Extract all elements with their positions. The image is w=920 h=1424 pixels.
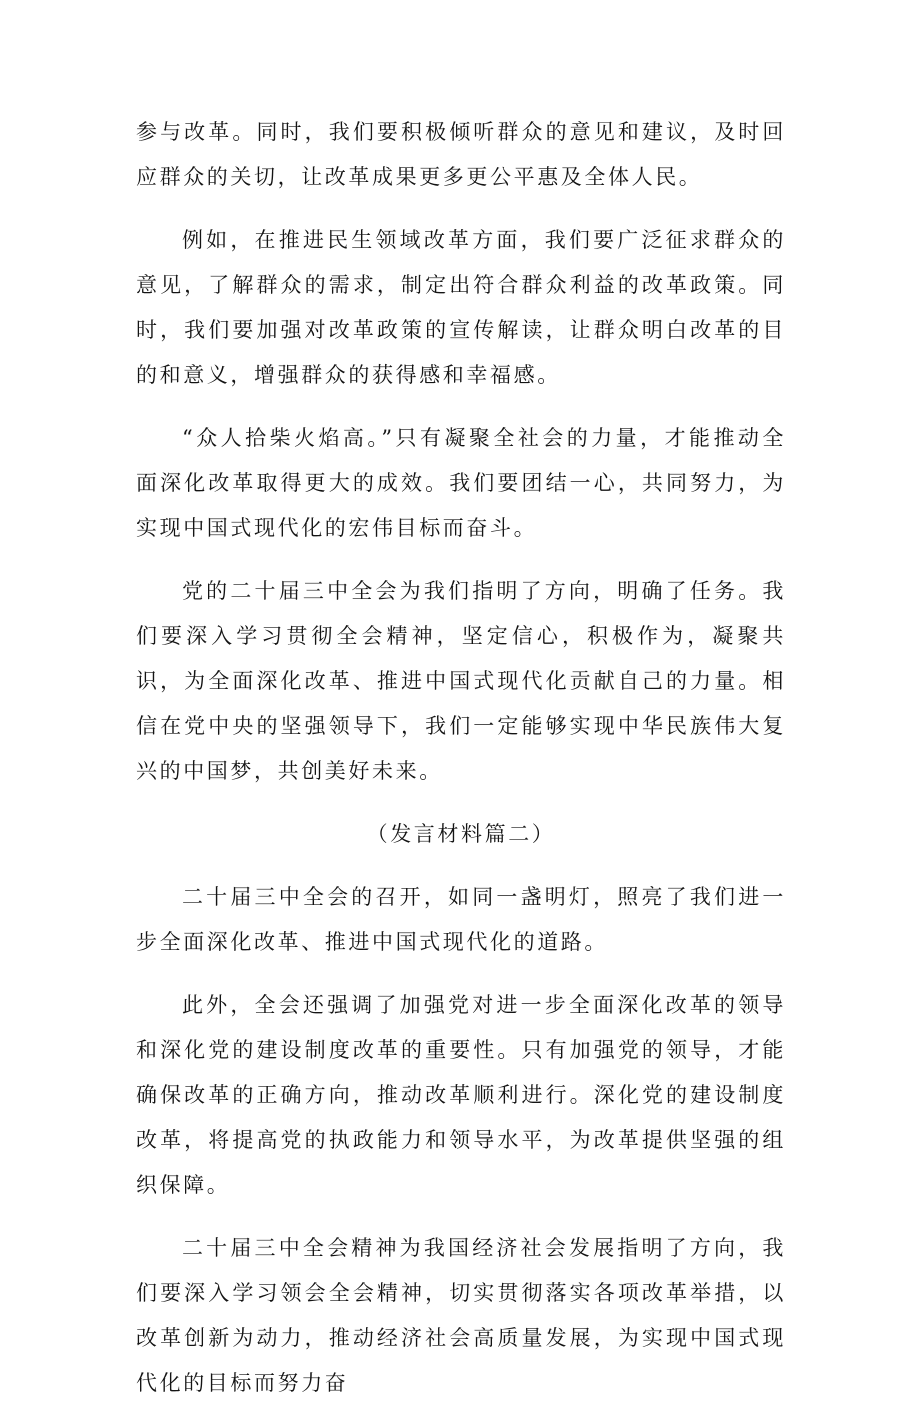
paragraph-continued: 参与改革。同时，我们要积极倾听群众的意见和建议，及时回应群众的关切，让改革成果更多更公平惠及全体人民。 xyxy=(136,120,786,189)
paragraph-intro: 二十届三中全会的召开，如同一盏明灯，照亮了我们进一步全面深化改革、推进中国式现代化的道路。 xyxy=(136,885,786,954)
document-body xyxy=(136,110,786,1424)
section-heading: （发言材料篇二） xyxy=(366,822,556,846)
paragraph-party-building: 此外，全会还强调了加强党对进一步全面深化改革的领导和深化党的建设制度改革的重要性。只有加强党的领导，才能确保改革的正确方向，推动改革顺利进行。深化党的建设制度改革，将提高党的执政能力和领导水平，为改革提供坚强的组织保障。 xyxy=(136,993,786,1197)
paragraph-conclusion: 党的二十届三中全会为我们指明了方向，明确了任务。我们要深入学习贯彻全会精神，坚定信心，积极作为，凝聚共识，为全面深化改革、推进中国式现代化贡献自己的力量。相信在党中央的坚强领导下，我们一定能够实现中华民族伟大复兴的中国梦，共创美好未来。 xyxy=(136,579,786,783)
paragraph-development: 二十届三中全会精神为我国经济社会发展指明了方向，我们要深入学习领会全会精神，切实贯彻落实各项改革举措，以改革创新为动力，推动经济社会高质量发展，为实现中国式现代化的目标而努力奋 xyxy=(136,1236,786,1395)
paragraph-example: 例如，在推进民生领域改革方面，我们要广泛征求群众的意见，了解群众的需求，制定出符合群众利益的改革政策。同时，我们要加强对改革政策的宣传解读，让群众明白改革的目的和意义，增强群众的获得感和幸福感。 xyxy=(136,228,786,387)
paragraph-quote: “众人拾柴火焰高。”只有凝聚全社会的力量，才能推动全面深化改革取得更大的成效。我们要团结一心，共同努力，为实现中国式现代化的宏伟目标而奋斗。 xyxy=(136,426,786,540)
